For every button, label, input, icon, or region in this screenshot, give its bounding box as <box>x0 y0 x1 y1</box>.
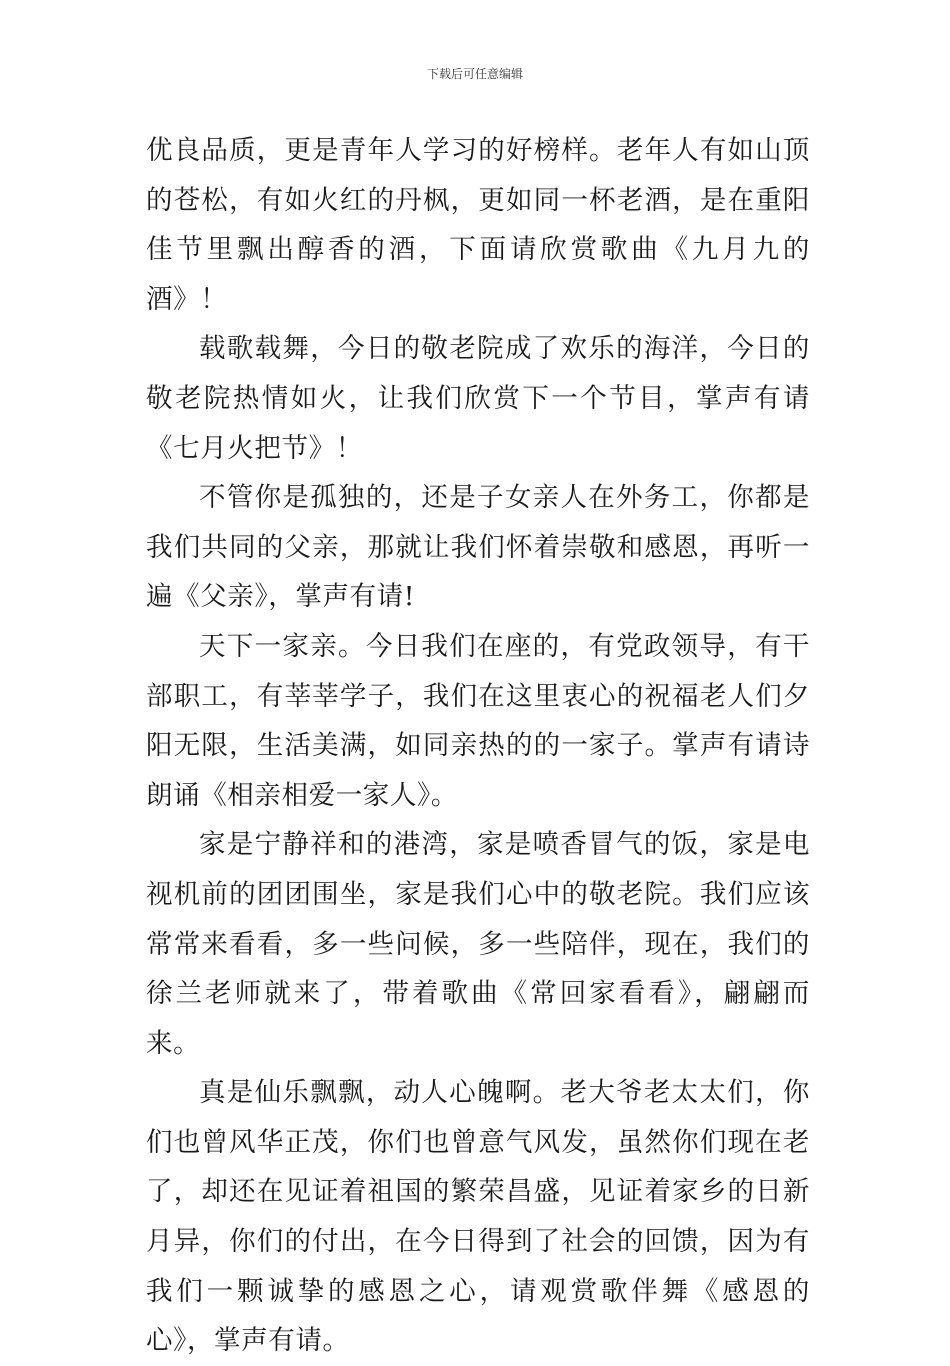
paragraph: 载歌载舞，今日的敬老院成了欢乐的海洋，今日的敬老院热情如火，让我们欣赏下一个节目，掌声有请《七月火把节》！ <box>146 333 810 464</box>
paragraph: 真是仙乐飘飘，动人心魄啊。老大爷老太太们，你们也曾风华正茂，你们也曾意气风发，虽然你们现在老了，却还在见证着祖国的繁荣昌盛，见证着家乡的日新月异，你们的付出，在今日得到了社会的回馈，因为有我们一颗诚挚的感恩之心，请观赏歌伴舞《感恩的心》，掌声有请。 <box>146 1077 810 1357</box>
paragraph: 优良品质，更是青年人学习的好榜样。老年人有如山顶的苍松，有如火红的丹枫，更如同一杯老酒，是在重阳佳节里飘出醇香的酒，下面请欣赏歌曲《九月九的酒》！ <box>146 135 810 315</box>
paragraph: 天下一家亲。今日我们在座的，有党政领导，有干部职工，有莘莘学子，我们在这里衷心的祝福老人们夕阳无限，生活美满，如同亲热的的一家子。掌声有请诗朗诵《相亲相爱一家人》。 <box>146 630 810 811</box>
paragraph: 不管你是孤独的，还是子女亲人在外务工，你都是我们共同的父亲，那就让我们怀着崇敬和感恩，再听一遍《父亲》，掌声有请! <box>146 482 810 613</box>
paragraph: 家是宁静祥和的港湾，家是喷香冒气的饭，家是电视机前的团团围坐，家是我们心中的敬老院。我们应该常常来看看，多一些问候，多一些陪伴，现在，我们的徐兰老师就来了，带着歌曲《常回家看看》，翩翩而来。 <box>146 829 810 1059</box>
page-header: 下载后可任意编辑 <box>426 67 523 81</box>
document-body <box>146 126 810 1366</box>
